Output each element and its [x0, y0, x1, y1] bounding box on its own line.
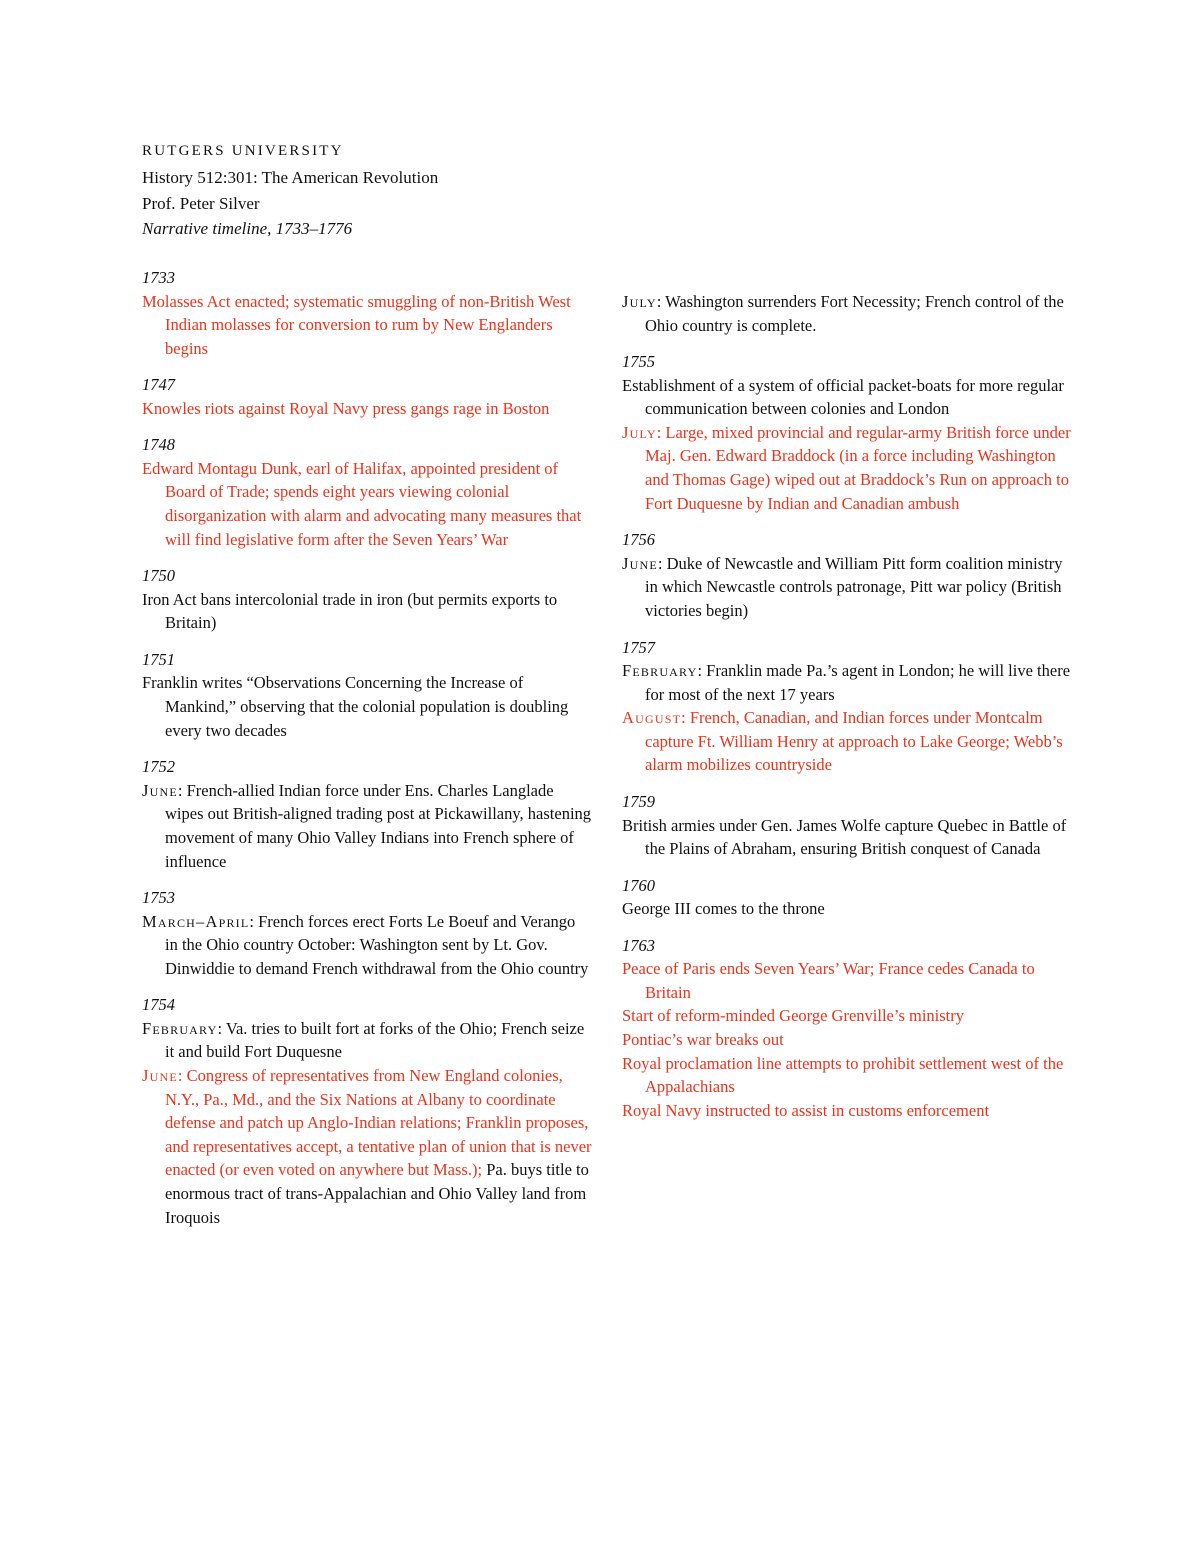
professor-name: Prof. Peter Silver — [142, 193, 260, 213]
entry-text: Knowles riots against Royal Navy press gangs rage in Boston — [142, 398, 550, 418]
year-heading: 1754 — [142, 995, 175, 1015]
document-header — [142, 140, 742, 242]
entry-text: Peace of Paris ends Seven Years’ War; France cedes Canada to Britain — [622, 959, 1035, 1002]
entry-text: Establishment of a system of official packet-boats for more regular communication between colonies and London — [622, 375, 1064, 419]
entry-month: July — [622, 422, 657, 442]
timeline-entry — [142, 457, 592, 551]
timeline-entry — [622, 897, 1072, 921]
entry-text: Franklin writes “Observations Concerning the Increase of Mankind,” observing that the colonial population is doubling every two decades — [142, 673, 569, 740]
university-name: RUTGERS UNIVERSITY — [142, 143, 344, 159]
timeline-entry — [142, 1017, 592, 1064]
entry-main — [622, 899, 825, 918]
entry-main — [622, 1101, 989, 1120]
entry-main — [142, 781, 591, 871]
year-heading: 1752 — [142, 757, 175, 777]
timeline-entry — [622, 706, 1072, 777]
year-heading: 1753 — [142, 888, 175, 908]
timeline-entry — [142, 910, 592, 981]
entry-main — [622, 959, 1035, 1002]
entry-month: February — [622, 661, 698, 681]
entry-text: Start of reform-minded George Grenville’s ministry — [622, 1006, 964, 1026]
entry-text: British armies under Gen. James Wolfe capture Quebec in Battle of the Plains of Abraham, ensuring British conquest of Canada — [622, 815, 1067, 859]
entry-text: Pontiac’s war breaks out — [622, 1030, 784, 1050]
timeline-entry — [622, 290, 1072, 337]
entry-main — [622, 1006, 964, 1025]
timeline-entry — [142, 588, 592, 635]
entry-text: : Large, mixed provincial and regular-army British force under Maj. Gen. Edward Braddock (in a force including Washington and Thomas Gage) wiped out at Braddock’s Run on approach to Fort Duquesne by Indian and Canadian ambush — [645, 422, 1071, 513]
timeline-entry — [622, 659, 1072, 706]
timeline-entry — [622, 1052, 1072, 1099]
entry-text: Iron Act bans intercolonial trade in iron (but permits exports to Britain) — [142, 589, 558, 633]
entry-month: August — [622, 708, 682, 728]
entry-main — [142, 459, 581, 549]
timeline-entry — [622, 374, 1072, 421]
entry-main — [622, 292, 1064, 335]
year-heading: 1733 — [142, 268, 175, 287]
timeline-entry — [622, 552, 1072, 623]
entry-tail-text: Pa. buys title to enormous tract of trans-Appalachian and Ohio Valley land from Iroquois — [165, 1160, 589, 1227]
timeline-left-column — [142, 266, 592, 1229]
entry-main — [142, 590, 557, 633]
entry-month: March–April — [142, 911, 250, 931]
entry-main — [142, 399, 549, 418]
year-heading: 1760 — [622, 875, 655, 895]
entry-text: : Franklin made Pa.’s agent in London; he will live there for most of the next 17 years — [645, 661, 1071, 704]
timeline-entry — [622, 421, 1072, 515]
timeline-entry — [142, 671, 592, 742]
timeline-entry — [142, 1064, 592, 1229]
timeline-entry — [622, 1099, 1072, 1123]
entry-month: February — [142, 1018, 218, 1038]
entry-main — [142, 292, 571, 358]
document-subtitle: Narrative timeline, 1733–1776 — [142, 219, 353, 238]
timeline-entry — [622, 814, 1072, 861]
entry-text: : French forces erect Forts Le Boeuf and Verango in the Ohio country October: Washington sent by Lt. Gov. Dinwiddie to demand French withdrawal from the Ohio country — [165, 911, 589, 978]
entry-main — [622, 816, 1066, 859]
entry-text: George III comes to the throne — [622, 899, 825, 919]
entry-text: : Duke of Newcastle and William Pitt form coalition ministry in which Newcastle controls patronage, Pitt war policy (British victories begin) — [645, 553, 1063, 620]
year-heading: 1750 — [142, 566, 175, 586]
entry-main — [622, 376, 1064, 419]
entry-text: : Washington surrenders Fort Necessity; French control of the Ohio country is complete. — [645, 292, 1064, 335]
entry-text: Edward Montagu Dunk, earl of Halifax, appointed president of Board of Trade; spends eight years viewing colonial disorganization with alarm and advocating many measures that will find legislative form after the Seven Years’ War — [142, 458, 582, 549]
entry-main — [142, 912, 588, 978]
entry-month: June — [142, 1066, 178, 1086]
entry-text: : Congress of representatives from New England colonies, N.Y., Pa., Md., and the Six Nations at Albany to coordinate defense and patch up Anglo-Indian relations; Franklin proposes, and representatives accept, a tentative plan of union that is never enacted (or even voted on anywhere but Mass.); — [165, 1066, 592, 1180]
year-heading: 1757 — [622, 637, 655, 657]
year-heading: 1747 — [142, 375, 175, 395]
entry-text: : French-allied Indian force under Ens. Charles Langlade wipes out British-aligned trading post at Pickawillany, hastening movement of many Ohio Valley Indians into French sphere of influence — [165, 780, 592, 871]
entry-text: : Va. tries to built fort at forks of the Ohio; French seize it and build Fort Duquesne — [165, 1018, 585, 1062]
timeline-entry — [142, 397, 592, 421]
entry-main — [622, 1030, 784, 1049]
timeline-entry — [622, 957, 1072, 1004]
course-title: History 512:301: The American Revolution — [142, 168, 439, 187]
entry-main — [622, 708, 1063, 774]
entry-text: Royal proclamation line attempts to prohibit settlement west of the Appalachians — [622, 1053, 1064, 1097]
year-heading: 1763 — [622, 935, 655, 955]
timeline-entry — [622, 1028, 1072, 1052]
entry-main — [142, 1019, 584, 1062]
year-heading: 1756 — [622, 530, 655, 550]
entry-text: Royal Navy instructed to assist in customs enforcement — [622, 1100, 990, 1120]
entry-text: : French, Canadian, and Indian forces under Montcalm capture Ft. William Henry at approach to Lake George; Webb’s alarm mobilizes countryside — [645, 708, 1063, 775]
year-heading: 1755 — [622, 352, 655, 372]
entry-main — [622, 661, 1070, 704]
entry-month: July — [622, 292, 657, 311]
timeline-right-column — [622, 290, 1072, 1122]
entry-main — [622, 1054, 1063, 1097]
entry-main — [142, 673, 568, 739]
year-heading: 1759 — [622, 792, 655, 811]
timeline-entry — [142, 779, 592, 873]
entry-text: Molasses Act enacted; systematic smuggling of non-British West Indian molasses for conversion to rum by New Englanders begins — [142, 291, 571, 358]
entry-main — [622, 423, 1071, 513]
entry-main — [622, 554, 1062, 620]
year-heading: 1751 — [142, 649, 175, 669]
timeline-entry — [142, 290, 592, 361]
year-heading: 1748 — [142, 435, 175, 455]
entry-month: June — [622, 553, 658, 573]
entry-month: June — [142, 780, 178, 800]
timeline-entry — [622, 1004, 1072, 1028]
